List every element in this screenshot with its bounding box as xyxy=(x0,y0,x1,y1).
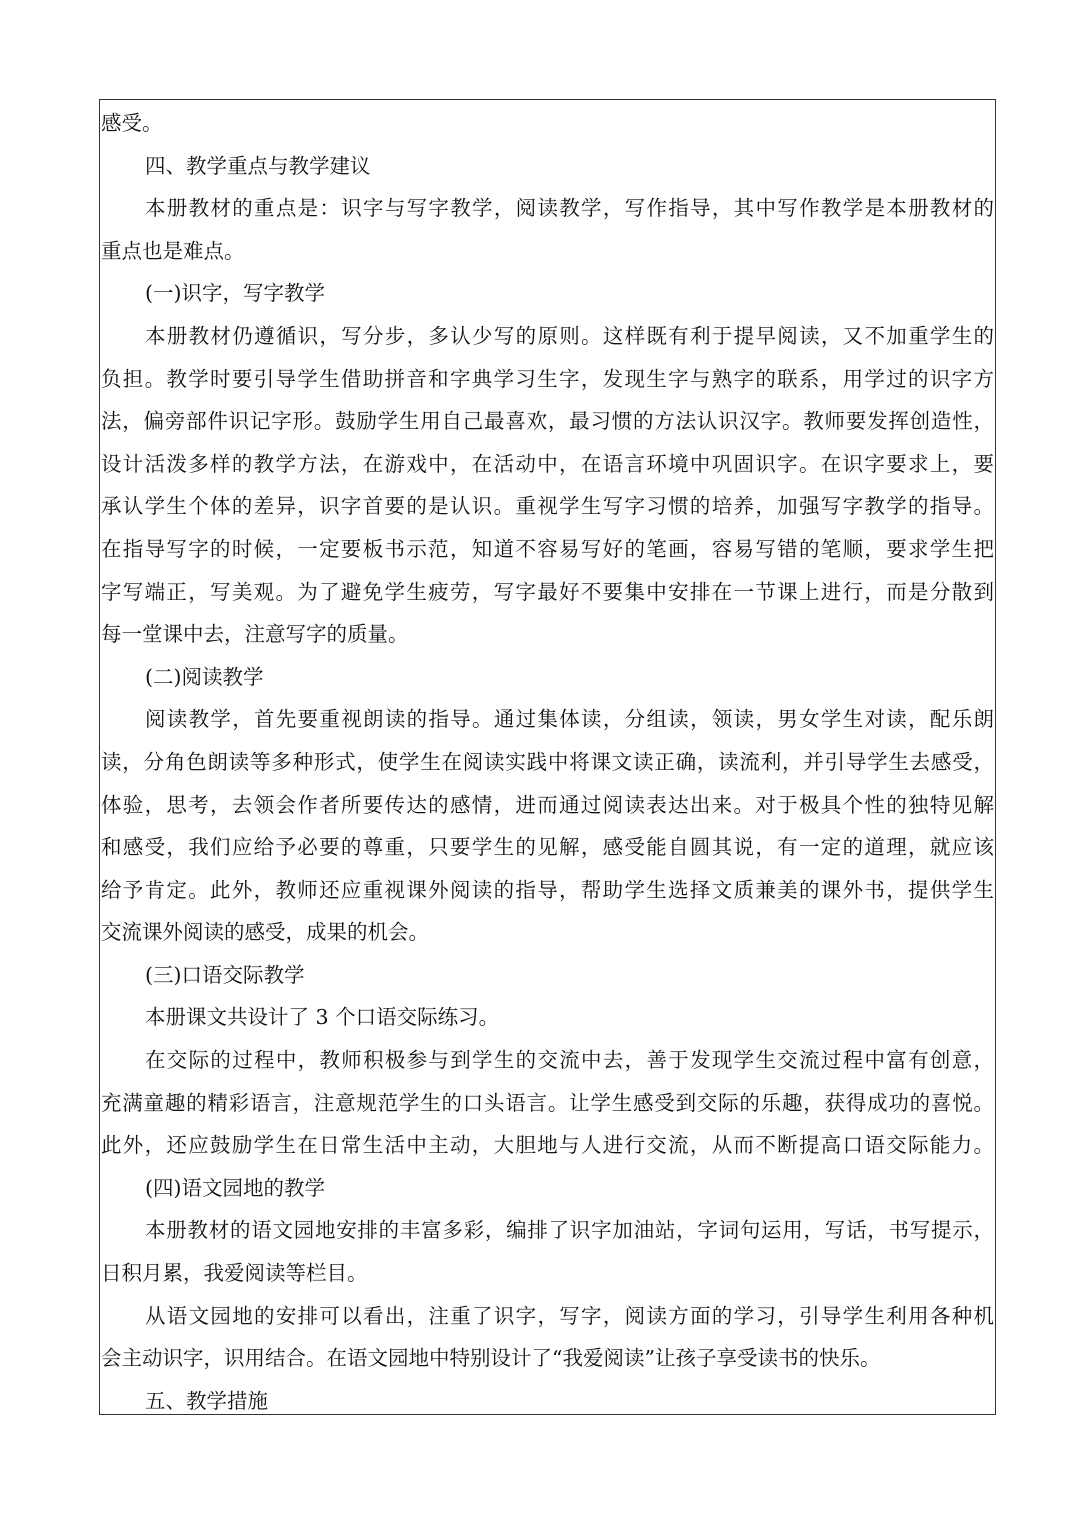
text-line: 充满童趣的精彩语言，注意规范学生的口头语言。让学生感受到交际的乐趣，获得成功的喜悦。 xyxy=(101,1090,994,1115)
subsection-heading-4: (四)语文园地的教学 xyxy=(145,1175,325,1200)
text-line: 负担。教学时要引导学生借助拼音和字典学习生字，发现生字与熟字的联系，用学过的识字方 xyxy=(101,366,994,391)
text-line: 体验，思考，去领会作者所要传达的感情，进而通过阅读表达出来。对于极具个性的独特见解 xyxy=(101,792,994,817)
text-line: 每一堂课中去，注意写字的质量。 xyxy=(101,622,409,647)
text-line: 给予肯定。此外，教师还应重视课外阅读的指导，帮助学生选择文质兼美的课外书，提供学生 xyxy=(101,877,994,902)
text-line: 在指导写字的时候，一定要板书示范，知道不容易写好的笔画，容易写错的笔顺，要求学生把 xyxy=(101,536,994,561)
text-line: 和感受，我们应给予必要的尊重，只要学生的见解，感受能自圆其说，有一定的道理，就应该 xyxy=(101,835,994,860)
text-line: 本册课文共设计了 3 个口语交际练习。 xyxy=(145,1005,500,1030)
text-line: 本册教材的重点是：识字与写字教学，阅读教学，写作指导，其中写作教学是本册教材的 xyxy=(145,196,994,221)
text-line: 此外，还应鼓励学生在日常生活中主动，大胆地与人进行交流，从而不断提高口语交际能力。 xyxy=(101,1133,994,1158)
subsection-heading-1: (一)识字，写字教学 xyxy=(145,281,325,306)
text-line: 本册教材仍遵循识，写分步，多认少写的原则。这样既有利于提早阅读，又不加重学生的 xyxy=(145,323,994,348)
text-line: 在交际的过程中，教师积极参与到学生的交流中去，善于发现学生交流过程中富有创意， xyxy=(145,1048,994,1073)
section-heading-4: 四、教学重点与教学建议 xyxy=(145,153,371,178)
text-line: 从语文园地的安排可以看出，注重了识字，写字，阅读方面的学习，引导学生利用各种机 xyxy=(145,1303,994,1328)
text-line: 承认学生个体的差异，识字首要的是认识。重视学生写字习惯的培养，加强写字教学的指导。 xyxy=(101,494,994,519)
text-line: 字写端正，写美观。为了避免学生疲劳，写字最好不要集中安排在一节课上进行，而是分散到 xyxy=(101,579,994,604)
subsection-heading-3: (三)口语交际教学 xyxy=(145,962,305,987)
text-line: 交流课外阅读的感受，成果的机会。 xyxy=(101,920,429,945)
document-body xyxy=(101,102,994,1422)
subsection-heading-2: (二)阅读教学 xyxy=(145,664,264,689)
text-line: 日积月累，我爱阅读等栏目。 xyxy=(101,1261,368,1286)
text-line: 阅读教学，首先要重视朗读的指导。通过集体读，分组读，领读，男女学生对读，配乐朗 xyxy=(145,707,994,732)
text-line: 读，分角色朗读等多种形式，使学生在阅读实践中将课文读正确，读流利，并引导学生去感受， xyxy=(101,749,994,774)
text-line: 本册教材的语文园地安排的丰富多彩，编排了识字加油站，字词句运用，写话，书写提示， xyxy=(145,1218,994,1243)
text-line: 重点也是难点。 xyxy=(101,238,245,263)
paragraph-continuation: 感受。 xyxy=(101,111,163,135)
text-line: 法，偏旁部件识记字形。鼓励学生用自己最喜欢，最习惯的方法认识汉字。教师要发挥创造性， xyxy=(101,409,994,434)
section-heading-5: 五、教学措施 xyxy=(145,1388,268,1413)
text-line: 设计活泼多样的教学方法，在游戏中，在活动中，在语言环境中巩固识字。在识字要求上，要 xyxy=(101,451,994,476)
text-line: 会主动识字，识用结合。在语文园地中特别设计了“我爱阅读”让孩子享受读书的快乐。 xyxy=(101,1346,881,1371)
